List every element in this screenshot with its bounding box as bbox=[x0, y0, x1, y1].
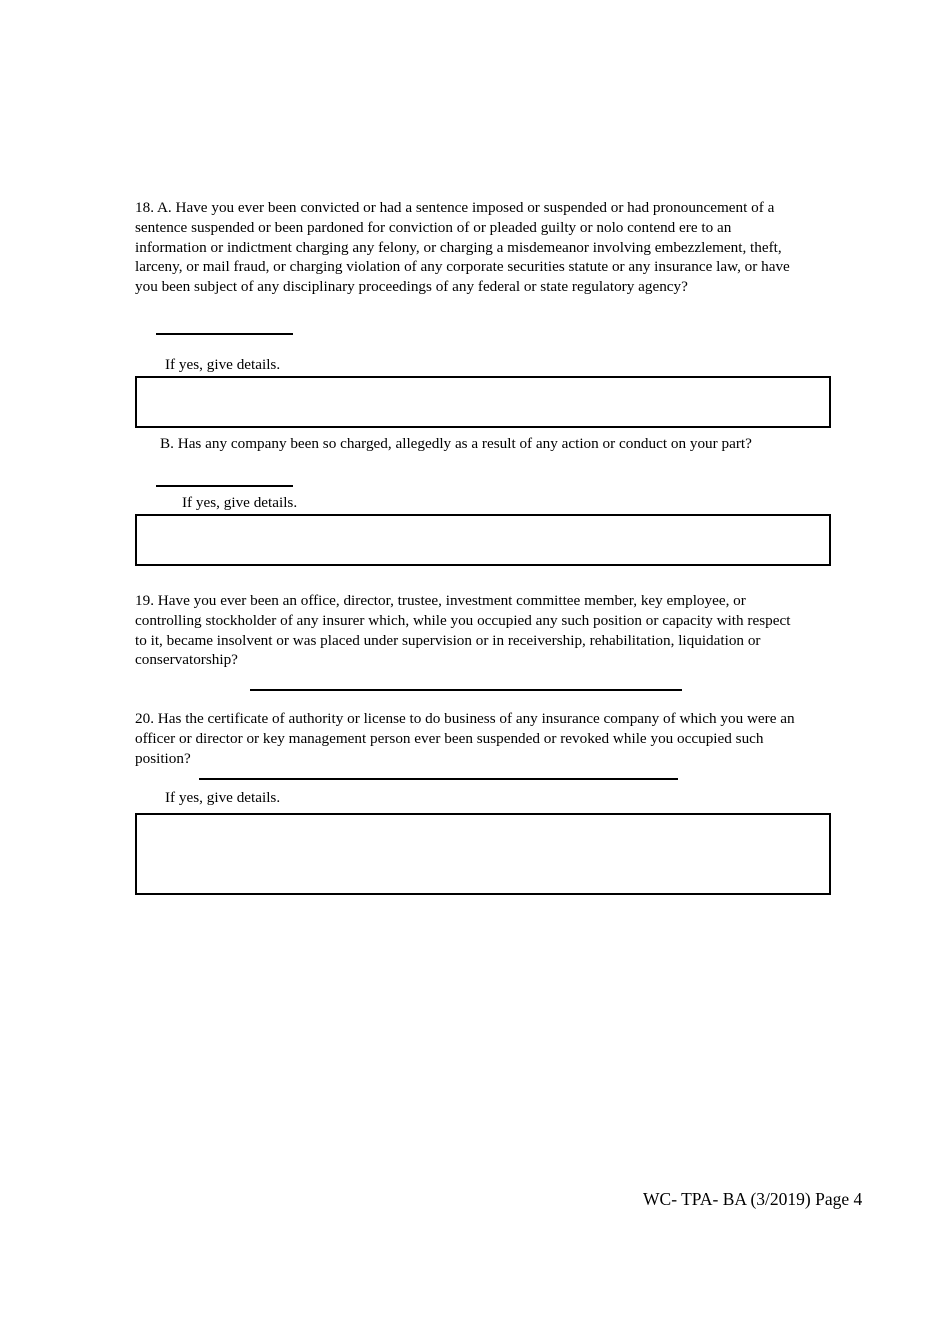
question-18a-line: 18. A. Have you ever been convicted or had a sentence imposed or suspended or had pronouncement of a bbox=[135, 199, 775, 216]
answer-line-18a[interactable] bbox=[156, 333, 293, 335]
answer-line-19[interactable] bbox=[250, 689, 682, 691]
details-box-20[interactable] bbox=[135, 813, 831, 895]
question-18a-line: information or indictment charging any felony, or charging a misdemeanor involving embezzlement, theft, bbox=[135, 238, 782, 256]
question-20-line: 20. Has the certificate of authority or license to do business of any insurance company of which you were an bbox=[135, 710, 795, 727]
details-box-18a[interactable] bbox=[135, 376, 831, 428]
details-label-20: If yes, give details. bbox=[165, 789, 281, 806]
question-18a-line: larceny, or mail fraud, or charging violation of any corporate securities statute or any insurance law, or have bbox=[135, 258, 790, 276]
question-19-line: controlling stockholder of any insurer which, while you occupied any such position or capacity with respect bbox=[135, 611, 791, 629]
question-18a-line: you been subject of any disciplinary proceedings of any federal or state regulatory agency? bbox=[135, 278, 688, 296]
question-19 bbox=[135, 591, 790, 670]
details-label-18a: If yes, give details. bbox=[165, 356, 281, 373]
question-20 bbox=[135, 709, 795, 768]
question-18a-line: sentence suspended or been pardoned for conviction of or pleaded guilty or nolo contend ere to an bbox=[135, 218, 732, 236]
answer-line-20[interactable] bbox=[199, 778, 678, 780]
details-input-20[interactable] bbox=[137, 815, 829, 893]
question-18b: B. Has any company been so charged, allegedly as a result of any action or conduct on your part? bbox=[160, 435, 752, 452]
details-label-18b: If yes, give details. bbox=[182, 494, 298, 511]
question-20-line: position? bbox=[135, 749, 191, 767]
page-footer: WC- TPA- BA (3/2019) Page 4 bbox=[643, 1189, 863, 1209]
details-box-18b[interactable] bbox=[135, 514, 831, 566]
question-20-line: officer or director or key management person ever been suspended or revoked while you occupied such bbox=[135, 729, 764, 747]
details-input-18b[interactable] bbox=[137, 516, 829, 564]
answer-line-18b[interactable] bbox=[156, 485, 293, 487]
question-19-line: to it, became insolvent or was placed under supervision or in receivership, rehabilitation, liquidation or bbox=[135, 631, 761, 649]
question-19-line: conservatorship? bbox=[135, 651, 238, 669]
question-18a bbox=[135, 198, 790, 297]
details-input-18a[interactable] bbox=[137, 378, 829, 426]
question-19-line: 19. Have you ever been an office, director, trustee, investment committee member, key employee, or bbox=[135, 592, 746, 609]
